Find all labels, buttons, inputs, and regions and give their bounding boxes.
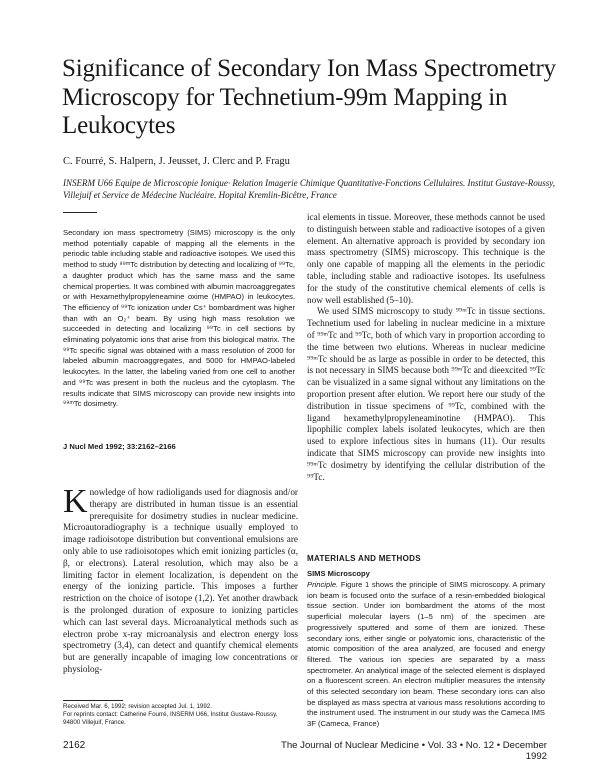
methods-text <box>307 580 545 730</box>
abstract: Secondary ion mass spectrometry (SIMS) microscopy is the only method potentially capable of mapping all the elements in the periodic table including stable and radioactive isotopes. We used this method to study ⁹⁹ᵐTc distribution by detecting and localizing of ⁹⁹Tc, a daughter product which has the same mass and the same chemical properties. It was combined with albumin macroaggregates or with Hexamethylpropyleneamine oxime (HMPAO) in leukocytes. The efficiency of ⁹⁹Tc ionization under Cs⁺ bombardment was higher than with an O₂⁺ beam. By using high mass resolution we succeeded in detecting and localizing ⁹⁹Tc in cell sections by eliminating polyatomic ions that arise from this biological matrix. The ⁹⁹Tc specific signal was obtained with a mass resolution of 2000 for labeled albumin macroaggregates, and 5000 for HMPAO-labeled leukocytes. In the latter, the labeling varied from one cell to another and ⁹⁹Tc was present in both the nucleus and the cytoplasm. The results indicate that SIMS microscopy can provide new insights into ⁹⁹ᵐTc dosimetry. <box>63 228 295 409</box>
citation: J Nucl Med 1992; 33:2162–2166 <box>63 442 176 451</box>
methods-lead: Principle. <box>307 580 339 589</box>
footnote-divider <box>63 700 123 701</box>
page-number: 2162 <box>63 740 86 751</box>
introduction <box>63 483 298 676</box>
paragraph: ical elements in tissue. Moreover, these methods cannot be used to distinguish between stable and radioactive isotopes of a given element. An alternative approach is provided by secondary ion mass spectrometry (SIMS) microscopy. This technique is the only one capable of mapping all the elements in the periodic table, including stable and radioactive isotopes. Its usefulness for the study of the constitutive chemical elements of cells is now well established (5–10). <box>307 212 545 305</box>
footnote-reprints: For reprints contact: Catherine Fourré, INSERM U66, Institut Gustave-Roussy, 94800 Villejuif, France. <box>63 710 278 726</box>
methods-body-text: Figure 1 shows the principle of SIMS microscopy. A primary ion beam is focused onto the surface of a resin-embedded biological tissue section. Under ion bombardment the atoms of the most superficial molecular layers (1–5 nm) of the specimen are progressively sputtered and some of them are ionized. These secondary ions, either single or polyatomic ions, characteristic of the atomic composition of the area analyzed, are focused and energy filtered. The various ion species are separated by a mass spectrometer. An analytical image of the selected element is displayed on a fluorescent screen. An electron multiplier measures the intensity of this selected secondary ion beam. These secondary ions can also be displayed as mass spectra at various mass resolutions according to the instrument used. The instrument in our study was the Cameca IMS 3F (Cameca, France) <box>307 580 545 729</box>
footnote-received: Received Mar. 6, 1992; revision accepted Jul. 1, 1992. <box>63 703 212 710</box>
affiliation: INSERM U66 Equipe de Microscopie Ionique· Relation Imagerie Chimique Quantitative-Fonctions Cellulaires. Institut Gustave-Roussy, Villejuif et Service de Médecine Nucléaire. Hopital Kremlin-Bicêtre, France <box>63 178 555 200</box>
right-column <box>307 212 545 483</box>
footnote <box>63 703 295 726</box>
section-heading: MATERIALS AND METHODS <box>307 554 421 563</box>
abstract-divider <box>63 212 97 213</box>
article-title: Significance of Secondary Ion Mass Spectrometry Microscopy for Technetium-99m Mapping in Leukocytes <box>62 55 556 139</box>
paragraph: We used SIMS microscopy to study ⁹⁹ᵐTc in tissue sections. Technetium used for labeling in nuclear medicine in a mixture of ⁹⁹ᵐTc and ⁹⁹Tc, both of which vary in proportion according to the time between two elutions. Whereas in nuclear medicine ⁹⁹ᵐTc should be as large as possible in order to be detected, this is not necessary in SIMS because both ⁹⁹ᵐTc and dieexcited ⁹⁹Tc can be visualized in a same signal without any limitations on the proportion present after elution. We report here our study of the distribution in tissue specimens of ⁹⁹Tc, combined with the ligand hexamethylpropyleneaminotine (HMPAO). This lipophilic complex labels isolated leukocytes, which are then used to explore infectious sites in humans (11). Our results indicate that SIMS microscopy can provide new insights into ⁹⁹ᵐTc dosimetry by identifying the cellular distribution of the ⁹⁹Tc. <box>307 306 545 482</box>
drop-cap: K <box>63 483 88 520</box>
subsection-heading: SIMS Microscopy <box>307 569 370 578</box>
journal-footer: The Journal of Nuclear Medicine • Vol. 33 • No. 12 • December 1992 <box>280 740 547 762</box>
author-list: C. Fourré, S. Halpern, J. Jeusset, J. Clerc and P. Fragu <box>63 156 290 167</box>
intro-text: nowledge of how radioligands used for diagnosis and/or therapy are distributed in human tissue is an essential prerequisite for dosimetry studies in nuclear medicine. Microautoradiography is a technique usually employed to image radioisotope distribution but conventional emulsions are only able to use radioisotopes which emit ionizing particles (α, β, or electrons). Lateral resolution, which may also be a limiting factor in element localization, is dependent on the energy of the ionizing particle. This imposes a further restriction on the choice of isotope (1,2). Yet another drawback is the prolonged duration of exposure to ionizing particles which can last several days. Microanalytical methods such as electron probe x-ray microanalysis and electron energy loss spectrometry (3,4), can detect and quantify chemical elements but are generally incapable of imaging low concentrations or physiolog- <box>63 487 298 674</box>
